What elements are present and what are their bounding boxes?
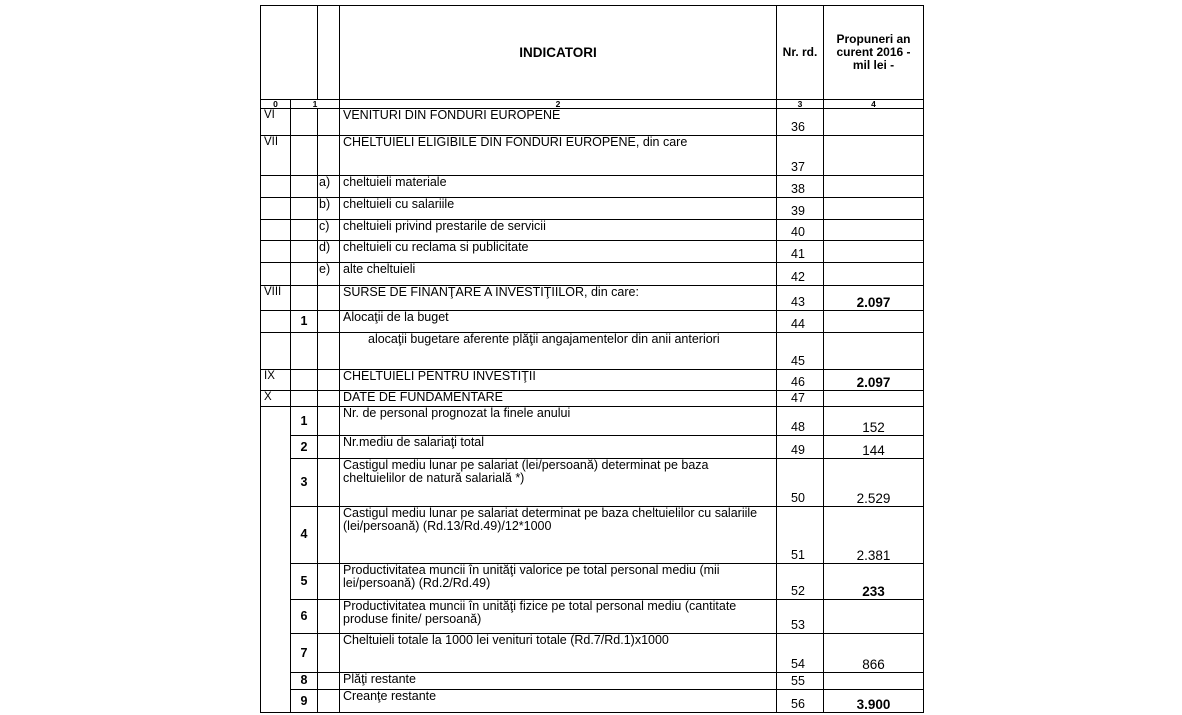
table-row <box>261 311 924 333</box>
table-row <box>261 109 924 136</box>
column-index: 3 <box>777 99 824 108</box>
row-number <box>291 285 318 311</box>
blank-cell <box>318 600 340 634</box>
blank-cell <box>291 176 318 198</box>
row-code: 46 <box>777 370 824 391</box>
blank-cell <box>318 370 340 391</box>
table-row <box>261 407 924 436</box>
indicator-label: VENITURI DIN FONDURI EUROPENE <box>340 109 777 136</box>
value-cell <box>824 241 924 263</box>
indicator-label: Castigul mediu lunar pe salariat determinat pe baza cheltuielilor cu salariile (lei/persoană) (Rd.13/Rd.49)/12*1000 <box>340 506 777 564</box>
value-cell <box>824 136 924 176</box>
table-row <box>261 370 924 391</box>
value-cell <box>824 390 924 407</box>
table-row <box>261 564 924 600</box>
blank-cell <box>318 634 340 672</box>
row-code: 45 <box>777 333 824 370</box>
row-code: 47 <box>777 390 824 407</box>
row-number <box>291 370 318 391</box>
table-row <box>261 459 924 506</box>
indicator-label: alocaţii bugetare aferente plăţii angajamentelor din anii anteriori <box>340 333 777 370</box>
row-number: 2 <box>291 436 318 459</box>
blank-cell <box>291 262 318 285</box>
row-code: 37 <box>777 136 824 176</box>
value-cell <box>824 219 924 241</box>
row-code: 40 <box>777 219 824 241</box>
row-letter: e) <box>318 262 340 285</box>
row-number: 3 <box>291 459 318 506</box>
row-code: 36 <box>777 109 824 136</box>
blank-cell <box>291 219 318 241</box>
indicator-label: cheltuieli cu reclama si publicitate <box>340 241 777 263</box>
section-cell: VIII <box>261 285 291 311</box>
indicator-label: DATE DE FUNDAMENTARE <box>340 390 777 407</box>
table-row <box>261 136 924 176</box>
nr-rd-header: Nr. rd. <box>777 6 824 100</box>
section-cell <box>261 311 291 333</box>
indicators-table <box>260 5 924 713</box>
section-cell <box>261 219 291 241</box>
column-index: 1 <box>291 99 340 108</box>
table-row <box>261 333 924 370</box>
row-letter: c) <box>318 219 340 241</box>
blank-cell <box>318 506 340 564</box>
section-cell <box>261 197 291 219</box>
propuneri-header: Propuneri an curent 2016 - mil lei - <box>824 6 924 100</box>
table-row <box>261 262 924 285</box>
row-letter: d) <box>318 241 340 263</box>
row-code: 41 <box>777 241 824 263</box>
blank-cell <box>291 241 318 263</box>
blank-cell <box>318 285 340 311</box>
row-code: 50 <box>777 459 824 506</box>
indicator-label: Plăţi restante <box>340 672 777 690</box>
indicator-label: Nr.mediu de salariaţi total <box>340 436 777 459</box>
row-code: 43 <box>777 285 824 311</box>
indicator-label: cheltuieli privind prestarile de servicii <box>340 219 777 241</box>
value-cell: 152 <box>824 407 924 436</box>
value-cell: 866 <box>824 634 924 672</box>
table-row <box>261 390 924 407</box>
row-code: 53 <box>777 600 824 634</box>
blank-cell <box>318 690 340 713</box>
row-number <box>291 333 318 370</box>
section-cell <box>261 176 291 198</box>
row-letter: b) <box>318 197 340 219</box>
indicator-label: cheltuieli cu salariile <box>340 197 777 219</box>
header-row <box>261 6 924 100</box>
value-cell: 144 <box>824 436 924 459</box>
row-code: 56 <box>777 690 824 713</box>
table-row <box>261 634 924 672</box>
row-number: 6 <box>291 600 318 634</box>
indicator-label: cheltuieli materiale <box>340 176 777 198</box>
row-code: 55 <box>777 672 824 690</box>
value-cell <box>824 672 924 690</box>
row-number: 1 <box>291 311 318 333</box>
row-code: 38 <box>777 176 824 198</box>
value-cell: 3.900 <box>824 690 924 713</box>
section-cell <box>261 241 291 263</box>
indicator-label: SURSE DE FINANŢARE A INVESTIŢIILOR, din care: <box>340 285 777 311</box>
section-cell: VI <box>261 109 291 136</box>
row-code: 52 <box>777 564 824 600</box>
row-number <box>291 390 318 407</box>
row-number: 5 <box>291 564 318 600</box>
column-index: 0 <box>261 99 291 108</box>
indicator-label: Cheltuieli totale la 1000 lei venituri totale (Rd.7/Rd.1)x1000 <box>340 634 777 672</box>
row-code: 49 <box>777 436 824 459</box>
section-cell <box>261 333 291 370</box>
row-code: 42 <box>777 262 824 285</box>
indicator-label: Productivitatea muncii în unităţi fizice pe total personal mediu (cantitate produse finite/ persoană) <box>340 600 777 634</box>
blank-cell <box>318 109 340 136</box>
indicator-label: Creanţe restante <box>340 690 777 713</box>
blank-cell <box>318 333 340 370</box>
indicator-label: Nr. de personal prognozat la finele anului <box>340 407 777 436</box>
row-number: 7 <box>291 634 318 672</box>
indicator-label: Productivitatea muncii în unităţi valorice pe total personal mediu (mii lei/persoană) (Rd.2/Rd.49) <box>340 564 777 600</box>
row-code: 51 <box>777 506 824 564</box>
value-cell: 2.381 <box>824 506 924 564</box>
section-cell: VII <box>261 136 291 176</box>
table-row <box>261 219 924 241</box>
header-blank-cell <box>261 6 318 100</box>
value-cell: 2.097 <box>824 285 924 311</box>
table-row <box>261 176 924 198</box>
row-code: 54 <box>777 634 824 672</box>
row-number <box>291 109 318 136</box>
row-number: 9 <box>291 690 318 713</box>
indicator-label: Castigul mediu lunar pe salariat (lei/persoană) determinat pe baza cheltuielilor de natură salarială *) <box>340 459 777 506</box>
indicatori-header: INDICATORI <box>340 6 777 100</box>
row-number: 8 <box>291 672 318 690</box>
value-cell <box>824 333 924 370</box>
table-row <box>261 506 924 564</box>
value-cell: 2.097 <box>824 370 924 391</box>
value-cell <box>824 600 924 634</box>
row-number <box>291 136 318 176</box>
value-cell <box>824 197 924 219</box>
header-blank-cell <box>318 6 340 100</box>
section-cell <box>261 262 291 285</box>
value-cell <box>824 311 924 333</box>
row-code: 44 <box>777 311 824 333</box>
column-index: 2 <box>340 99 777 108</box>
value-cell: 233 <box>824 564 924 600</box>
blank-cell <box>318 136 340 176</box>
table-row <box>261 436 924 459</box>
value-cell: 2.529 <box>824 459 924 506</box>
blank-cell <box>318 459 340 506</box>
section-cell: IX <box>261 370 291 391</box>
column-index: 4 <box>824 99 924 108</box>
table-row <box>261 285 924 311</box>
table-row <box>261 197 924 219</box>
value-cell <box>824 262 924 285</box>
value-cell <box>824 176 924 198</box>
blank-cell <box>318 672 340 690</box>
value-cell <box>824 109 924 136</box>
blank-cell <box>318 564 340 600</box>
row-code: 48 <box>777 407 824 436</box>
blank-cell <box>291 197 318 219</box>
table-row <box>261 241 924 263</box>
row-number: 4 <box>291 506 318 564</box>
row-letter: a) <box>318 176 340 198</box>
blank-cell <box>318 407 340 436</box>
row-code: 39 <box>777 197 824 219</box>
table-row <box>261 672 924 690</box>
indicator-label: alte cheltuieli <box>340 262 777 285</box>
section-cell <box>261 407 291 713</box>
blank-cell <box>318 390 340 407</box>
indicator-label: CHELTUIELI ELIGIBILE DIN FONDURI EUROPENE, din care <box>340 136 777 176</box>
column-index-row <box>261 99 924 108</box>
blank-cell <box>318 436 340 459</box>
indicator-label: CHELTUIELI PENTRU INVESTIŢII <box>340 370 777 391</box>
table-row <box>261 600 924 634</box>
table-row <box>261 690 924 713</box>
row-number: 1 <box>291 407 318 436</box>
indicator-label: Alocaţii de la buget <box>340 311 777 333</box>
section-cell: X <box>261 390 291 407</box>
blank-cell <box>318 311 340 333</box>
